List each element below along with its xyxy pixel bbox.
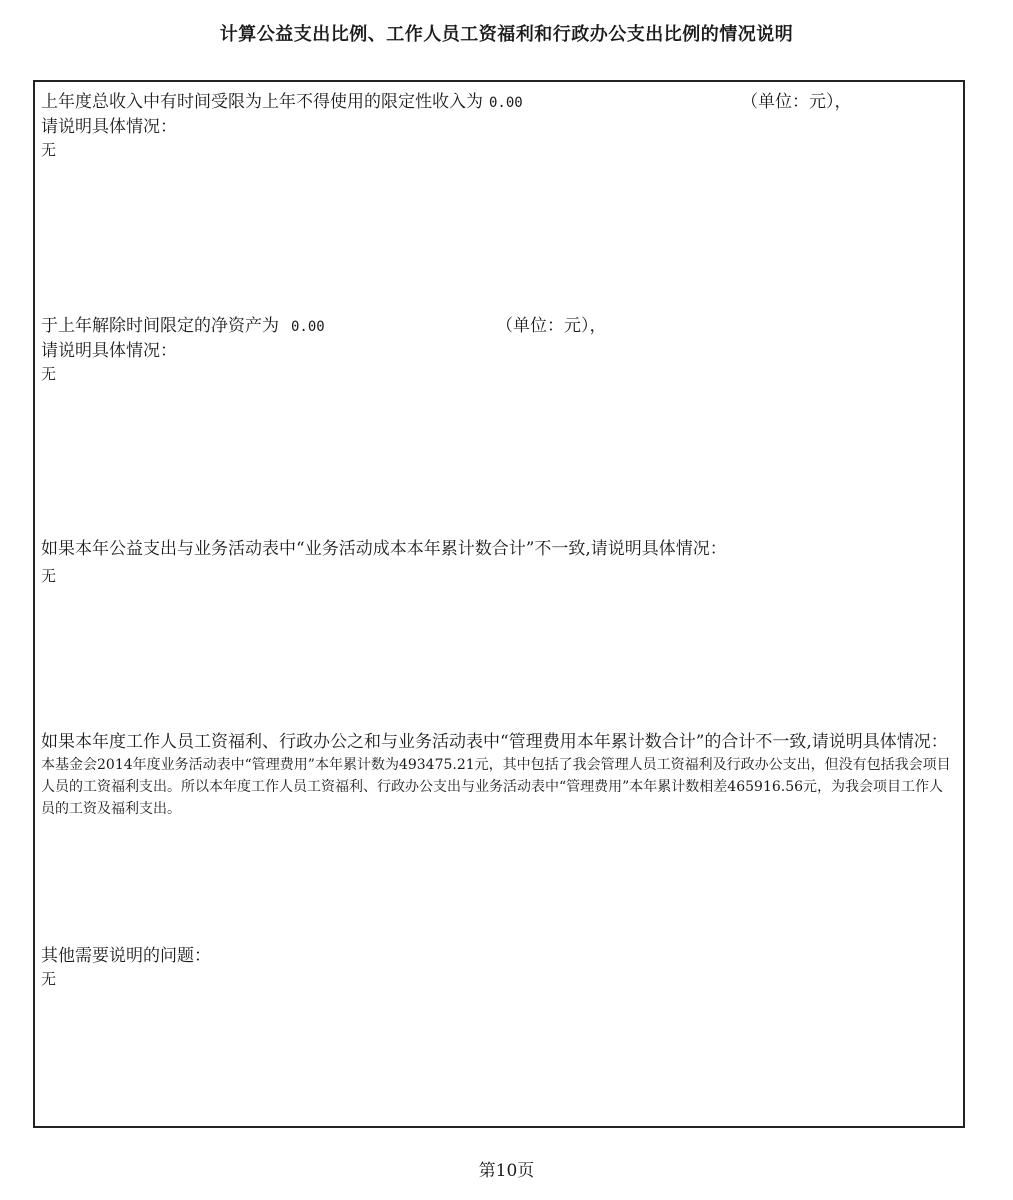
- restricted-income-line: [41, 90, 955, 115]
- released-assets-value: 0.00: [291, 319, 325, 335]
- staff-admin-section: [41, 730, 955, 820]
- released-assets-unit: （单位：元），: [496, 316, 607, 336]
- other-prompt: 其他需要说明的问题：: [41, 946, 211, 966]
- other-answer: 无: [41, 970, 57, 988]
- released-assets-line: [41, 314, 955, 339]
- other-section: [41, 944, 955, 990]
- public-welfare-question: 如果本年公益支出与业务活动表中“业务活动成本本年累计数合计”不一致,请说明具体情况：: [41, 539, 727, 559]
- restricted-income-section: [41, 90, 955, 161]
- released-assets-answer: 无: [41, 365, 57, 383]
- restricted-income-prompt: 请说明具体情况：: [41, 117, 177, 137]
- page-title: 计算公益支出比例、工作人员工资福利和行政办公支出比例的情况说明: [219, 24, 794, 45]
- staff-admin-question: 如果本年度工作人员工资福利、行政办公之和与业务活动表中“管理费用本年累计数合计”的合计不一致,请说明具体情况：: [41, 732, 948, 752]
- staff-admin-answer: 本基金会2014年度业务活动表中“管理费用”本年累计数为493475.21元，其中包括了我会管理人员工资福利及行政办公支出，但没有包括我会项目人员的工资福利支出。所以本年度工作人员工资福利、行政办公支出与业务活动表中“管理费用”本年累计数相差465916.56元，为我会项目工作人员的工资及福利支出。: [41, 757, 951, 817]
- restricted-income-answer: 无: [41, 141, 57, 159]
- restricted-income-label: 上年度总收入中有时间受限为上年不得使用的限定性收入为: [41, 92, 483, 112]
- page-number: 第10页: [478, 1161, 535, 1181]
- public-welfare-section: [41, 537, 955, 587]
- released-assets-label: 于上年解除时间限定的净资产为: [41, 316, 279, 336]
- public-welfare-answer: 无: [41, 567, 57, 585]
- restricted-income-value: 0.00: [489, 95, 523, 111]
- released-assets-prompt: 请说明具体情况：: [41, 341, 177, 361]
- restricted-income-unit: （单位：元），: [741, 92, 852, 112]
- released-assets-section: [41, 314, 955, 385]
- form-frame: [33, 80, 965, 1128]
